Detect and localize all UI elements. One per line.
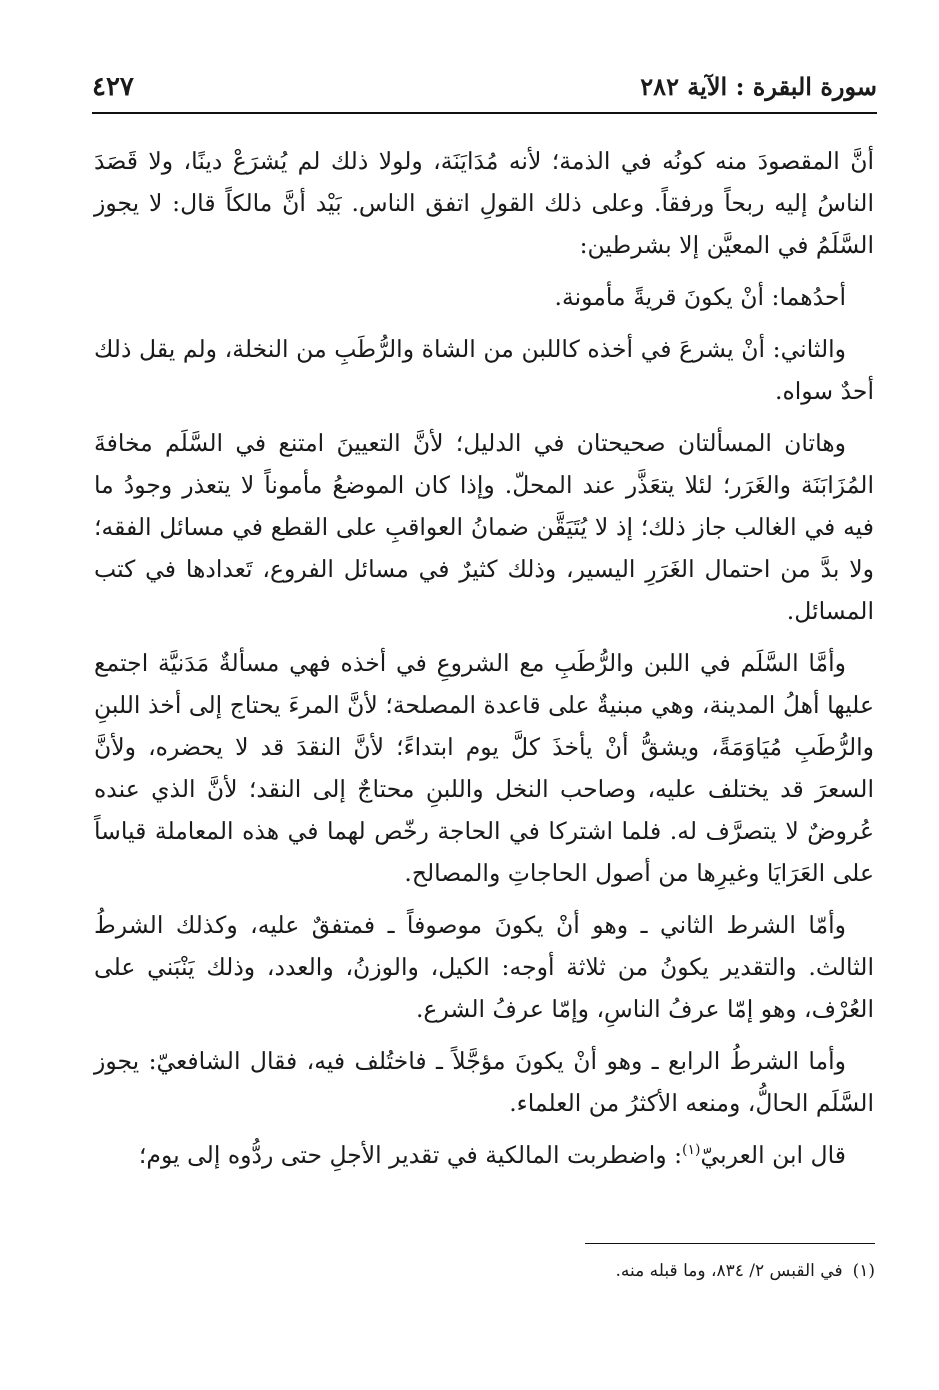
paragraph: وأمّا الشرط الثاني ـ وهو أنْ يكونَ موصوفاً ـ فمتفقٌ عليه، وكذلك الشرطُ الثالث. والتقدير يكونُ من ثلاثة أوجه: الكيل، والوزنُ، والعدد، وذلك يَنْبَني على العُرْف، وهو إمّا عرفُ الناسِ، وإمّا عرفُ الشرع. (94, 911, 874, 1023)
paragraph-last-end: : واضطربت المالكية في تقدير الأجلِ حتى ردُّوه إلى يوم؛ (138, 1141, 683, 1169)
paragraph-last (94, 1134, 874, 1176)
paragraph: والثاني: أنْ يشرعَ في أخذه كاللبن من الشاة والرُّطَبِ من النخلة، ولم يقل ذلك أحدٌ سواه. (94, 335, 874, 405)
footnote (95, 1258, 875, 1284)
footnote-divider (585, 1243, 875, 1244)
main-text (94, 140, 874, 1186)
page-number: ٤٢٧ (92, 72, 134, 102)
footnote-text: في القبس ٢/ ٨٣٤، وما قبله منه. (615, 1261, 843, 1281)
paragraph-last-start: قال ابن العربيّ (700, 1141, 846, 1169)
footnote-number: (١) (852, 1261, 875, 1281)
paragraph: أنَّ المقصودَ منه كونُه في الذمة؛ لأنه مُدَايَنَة، ولولا ذلك لم يُشرَعْ دينًا، ولا قَصَدَ الناسُ إليه ربحاً ورفقاً. وعلى ذلك القولِ اتفق الناس. بَيْد أنَّ مالكاً قال: لا يجوز السَّلَمُ في المعيَّن إلا بشرطين: (94, 147, 874, 259)
running-header (92, 66, 877, 110)
paragraph: وهاتان المسألتان صحيحتان في الدليل؛ لأنَّ التعيينَ امتنع في السَّلَم مخافةَ المُزَابَنَة والغَرَر؛ لئلا يتعَذَّر عند المحلّ. وإذا كان الموضعُ مأموناً لا يتعذر وجودُ ما فيه في الغالب جاز ذلك؛ إذ لا يُتَيَقَّن ضمانُ العواقبِ على القطع في مسائل الفقه؛ ولا بدَّ من احتمال الغَرَرِ اليسير، وذلك كثيرٌ في مسائل الفروع، تَعدادها في كتب المسائل. (94, 429, 874, 625)
surah-title: سورة البقرة : الآية ٢٨٢ (640, 72, 877, 101)
header-divider (92, 112, 877, 114)
paragraph: أحدُهما: أنْ يكونَ قريةً مأمونة. (554, 283, 846, 311)
paragraph: وأما الشرطُ الرابع ـ وهو أنْ يكونَ مؤجَّلاً ـ فاختُلف فيه، فقال الشافعيّ: يجوز السَّلَم الحالُّ، ومنعه الأكثرُ من العلماء. (94, 1047, 874, 1117)
footnote-marker: (١) (682, 1142, 701, 1159)
paragraph: وأمَّا السَّلَم في اللبن والرُّطَبِ مع الشروعِ في أخذه فهي مسألةٌ مَدَنيَّة اجتمع عليها أهلُ المدينة، وهي مبنيةٌ على قاعدة المصلحة؛ لأنَّ المرءَ يحتاج إلى أخذ اللبنِ والرُّطَبِ مُيَاوَمَةً، ويشقُّ أنْ يأخذَ كلَّ يوم ابتداءً؛ لأنَّ النقدَ قد لا يحضره، ولأنَّ السعرَ قد يختلف عليه، وصاحب النخل واللبنِ محتاجٌ إلى النقد؛ لأنَّ الذي عنده عُروضٌ لا يتصرَّف له. فلما اشتركا في الحاجة رخّص لهما في هذه المعاملة قياساً على العَرَايَا وغيرِها من أصول الحاجاتِ والمصالح. (94, 649, 874, 887)
